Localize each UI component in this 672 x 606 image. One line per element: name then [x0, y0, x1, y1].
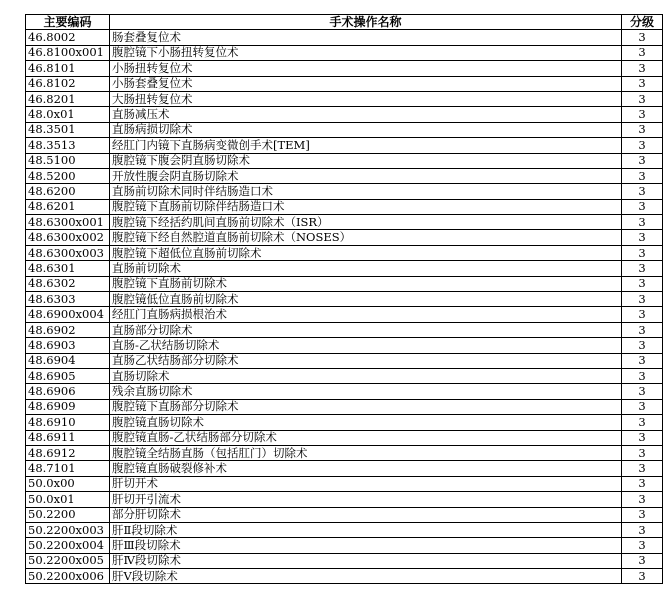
- table-row: [26, 368, 663, 383]
- row-code: 50.0x01: [26, 492, 110, 507]
- row-code: 48.6903: [26, 338, 110, 353]
- row-grade: 3: [622, 76, 663, 91]
- table-row: [26, 538, 663, 553]
- table-row: [26, 245, 663, 260]
- row-procedure-name: 腹腔镜低位直肠前切除术: [110, 292, 622, 307]
- table-row: [26, 461, 663, 476]
- table-row: [26, 322, 663, 337]
- row-procedure-name: 肝切开术: [110, 476, 622, 491]
- row-grade: 3: [622, 384, 663, 399]
- header-procedure-name: 手术操作名称: [110, 15, 622, 30]
- row-procedure-name: 腹腔镜下经括约肌间直肠前切除术（ISR）: [110, 215, 622, 230]
- table-row: [26, 292, 663, 307]
- row-procedure-name: 部分肝切除术: [110, 507, 622, 522]
- row-code: 48.6201: [26, 199, 110, 214]
- row-procedure-name: 小肠套叠复位术: [110, 76, 622, 91]
- row-grade: 3: [622, 430, 663, 445]
- table-row: [26, 30, 663, 45]
- row-grade: 3: [622, 230, 663, 245]
- table-row: [26, 430, 663, 445]
- row-procedure-name: 残余直肠切除术: [110, 384, 622, 399]
- row-procedure-name: 腹腔镜直肠切除术: [110, 415, 622, 430]
- row-grade: 3: [622, 245, 663, 260]
- row-code: 48.6300x003: [26, 245, 110, 260]
- row-code: 48.6302: [26, 276, 110, 291]
- row-code: 48.6912: [26, 445, 110, 460]
- row-procedure-name: 经肛门直肠病损根治术: [110, 307, 622, 322]
- row-grade: 3: [622, 61, 663, 76]
- row-code: 48.6300x001: [26, 215, 110, 230]
- table-row: [26, 215, 663, 230]
- row-grade: 3: [622, 107, 663, 122]
- row-grade: 3: [622, 153, 663, 168]
- row-code: 48.6300x002: [26, 230, 110, 245]
- table-row: [26, 168, 663, 183]
- row-code: 48.0x01: [26, 107, 110, 122]
- header-row: [26, 15, 663, 30]
- header-grade: 分级: [622, 15, 663, 30]
- row-grade: 3: [622, 476, 663, 491]
- row-grade: 3: [622, 569, 663, 584]
- row-procedure-name: 肝切开引流术: [110, 492, 622, 507]
- row-grade: 3: [622, 292, 663, 307]
- row-procedure-name: 直肠乙状结肠部分切除术: [110, 353, 622, 368]
- row-procedure-name: 经肛门内镜下直肠病变微创手术[TEM]: [110, 138, 622, 153]
- row-code: 48.6200: [26, 184, 110, 199]
- row-grade: 3: [622, 338, 663, 353]
- row-code: 48.6905: [26, 368, 110, 383]
- row-grade: 3: [622, 492, 663, 507]
- table-row: [26, 338, 663, 353]
- row-grade: 3: [622, 461, 663, 476]
- row-grade: 3: [622, 91, 663, 106]
- row-procedure-name: 肝Ⅳ段切除术: [110, 553, 622, 568]
- table-row: [26, 107, 663, 122]
- table-row: [26, 122, 663, 137]
- table-row: [26, 230, 663, 245]
- row-procedure-name: 腹腔镜全结肠直肠（包括肛门）切除术: [110, 445, 622, 460]
- header-code: 主要编码: [26, 15, 110, 30]
- row-code: 48.6303: [26, 292, 110, 307]
- row-procedure-name: 腹腔镜下小肠扭转复位术: [110, 45, 622, 60]
- row-code: 48.6900x004: [26, 307, 110, 322]
- row-code: 50.2200: [26, 507, 110, 522]
- table-row: [26, 153, 663, 168]
- row-procedure-name: 直肠病损切除术: [110, 122, 622, 137]
- row-grade: 3: [622, 522, 663, 537]
- row-code: 46.8102: [26, 76, 110, 91]
- table-row: [26, 76, 663, 91]
- table-row: [26, 445, 663, 460]
- table-row: [26, 492, 663, 507]
- row-procedure-name: 直肠前切除术: [110, 261, 622, 276]
- row-procedure-name: 开放性腹会阴直肠切除术: [110, 168, 622, 183]
- row-code: 48.5100: [26, 153, 110, 168]
- row-code: 50.2200x003: [26, 522, 110, 537]
- row-procedure-name: 直肠前切除术同时伴结肠造口术: [110, 184, 622, 199]
- row-grade: 3: [622, 415, 663, 430]
- row-code: 46.8201: [26, 91, 110, 106]
- row-procedure-name: 腹腔镜直肠破裂修补术: [110, 461, 622, 476]
- row-code: 46.8100x001: [26, 45, 110, 60]
- row-grade: 3: [622, 399, 663, 414]
- row-procedure-name: 腹腔镜直肠-乙状结肠部分切除术: [110, 430, 622, 445]
- surgery-grade-table: [25, 14, 663, 584]
- row-grade: 3: [622, 368, 663, 383]
- row-procedure-name: 腹腔镜下经自然腔道直肠前切除术（NOSES）: [110, 230, 622, 245]
- row-code: 46.8101: [26, 61, 110, 76]
- row-grade: 3: [622, 184, 663, 199]
- row-grade: 3: [622, 138, 663, 153]
- row-procedure-name: 直肠减压术: [110, 107, 622, 122]
- table-row: [26, 476, 663, 491]
- row-grade: 3: [622, 276, 663, 291]
- row-grade: 3: [622, 199, 663, 214]
- row-procedure-name: 腹腔镜下腹会阴直肠切除术: [110, 153, 622, 168]
- row-procedure-name: 直肠切除术: [110, 368, 622, 383]
- row-grade: 3: [622, 538, 663, 553]
- row-code: 46.8002: [26, 30, 110, 45]
- row-grade: 3: [622, 307, 663, 322]
- row-grade: 3: [622, 553, 663, 568]
- table-row: [26, 276, 663, 291]
- table-row: [26, 199, 663, 214]
- table-row: [26, 307, 663, 322]
- table-row: [26, 384, 663, 399]
- table-row: [26, 138, 663, 153]
- row-code: 48.6902: [26, 322, 110, 337]
- table-row: [26, 91, 663, 106]
- row-grade: 3: [622, 322, 663, 337]
- row-procedure-name: 肠套叠复位术: [110, 30, 622, 45]
- row-procedure-name: 直肠部分切除术: [110, 322, 622, 337]
- row-grade: 3: [622, 353, 663, 368]
- row-procedure-name: 大肠扭转复位术: [110, 91, 622, 106]
- row-code: 50.2200x006: [26, 569, 110, 584]
- row-code: 48.6911: [26, 430, 110, 445]
- row-procedure-name: 腹腔镜下超低位直肠前切除术: [110, 245, 622, 260]
- row-grade: 3: [622, 215, 663, 230]
- row-procedure-name: 腹腔镜下直肠部分切除术: [110, 399, 622, 414]
- table-body: [26, 30, 663, 584]
- row-code: 50.0x00: [26, 476, 110, 491]
- row-code: 50.2200x005: [26, 553, 110, 568]
- table-row: [26, 45, 663, 60]
- row-procedure-name: 肝Ⅴ段切除术: [110, 569, 622, 584]
- row-grade: 3: [622, 507, 663, 522]
- row-procedure-name: 腹腔镜下直肠前切除伴结肠造口术: [110, 199, 622, 214]
- row-code: 50.2200x004: [26, 538, 110, 553]
- row-code: 48.6910: [26, 415, 110, 430]
- table-row: [26, 261, 663, 276]
- row-code: 48.6904: [26, 353, 110, 368]
- row-procedure-name: 直肠-乙状结肠切除术: [110, 338, 622, 353]
- table-row: [26, 569, 663, 584]
- row-grade: 3: [622, 261, 663, 276]
- row-code: 48.3501: [26, 122, 110, 137]
- row-procedure-name: 肝Ⅱ段切除术: [110, 522, 622, 537]
- row-procedure-name: 肝Ⅲ段切除术: [110, 538, 622, 553]
- table-row: [26, 184, 663, 199]
- table-row: [26, 522, 663, 537]
- row-code: 48.5200: [26, 168, 110, 183]
- table-row: [26, 553, 663, 568]
- row-code: 48.6906: [26, 384, 110, 399]
- row-procedure-name: 小肠扭转复位术: [110, 61, 622, 76]
- row-code: 48.6301: [26, 261, 110, 276]
- table-row: [26, 507, 663, 522]
- row-grade: 3: [622, 122, 663, 137]
- row-code: 48.3513: [26, 138, 110, 153]
- row-grade: 3: [622, 168, 663, 183]
- row-code: 48.7101: [26, 461, 110, 476]
- row-grade: 3: [622, 445, 663, 460]
- table-row: [26, 415, 663, 430]
- row-grade: 3: [622, 30, 663, 45]
- table-row: [26, 399, 663, 414]
- row-code: 48.6909: [26, 399, 110, 414]
- row-grade: 3: [622, 45, 663, 60]
- table-row: [26, 61, 663, 76]
- row-procedure-name: 腹腔镜下直肠前切除术: [110, 276, 622, 291]
- table-row: [26, 353, 663, 368]
